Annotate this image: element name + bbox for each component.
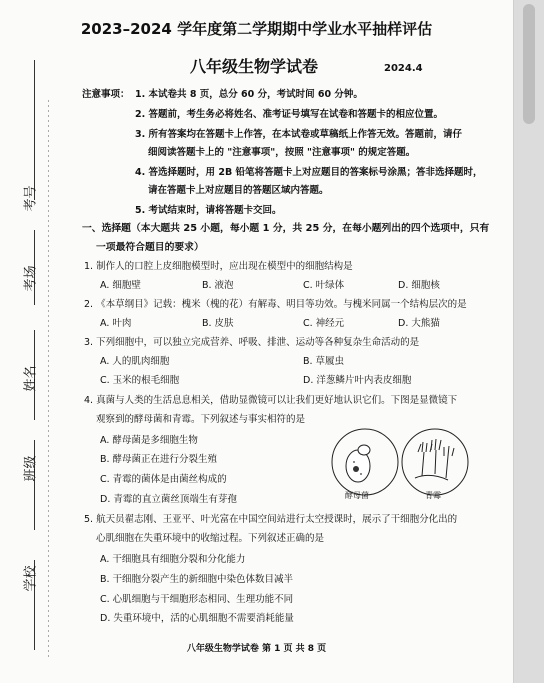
microscope-figure [330, 428, 470, 500]
side-blank-line-banji [34, 440, 35, 530]
question-4-option-b: B. 酵母菌正在进行分裂生殖 [100, 454, 218, 465]
question-2-option-a: A. 叶肉 [100, 318, 132, 329]
yeast-illustration [332, 429, 398, 495]
section-heading-cont: 一项最符合题目的要求） [96, 242, 204, 253]
side-label-xuexiao: 学校 [23, 565, 39, 592]
question-2-stem: 2. 《本草纲目》记载：槐米（槐的花）有解毒、明目等功效。与槐米同属一个结构层次的是 [84, 299, 467, 310]
notes-item: 5. 考试结束时，请将答题卡交回。 [135, 205, 282, 216]
question-4-option-a: A. 酵母菌是多细胞生物 [100, 435, 198, 446]
notes-label: 注意事项： [82, 89, 130, 100]
section-heading: 一、选择题（本大题共 25 小题，每小题 1 分，共 25 分，在每小题列出的四个选项中，只有 [82, 223, 490, 234]
notes-item: 请在答题卡上对应题目的答题区域内答题。 [148, 185, 329, 196]
side-label-banji: 班级 [23, 455, 39, 482]
binding-dashed-line [48, 100, 49, 660]
question-5-stem: 5. 航天员翟志刚、王亚平、叶光富在中国空间站进行太空授课时，展示了干细胞分化出的 [84, 514, 458, 525]
notes-item: 3. 所有答案均在答题卡上作答，在本试卷或草稿纸上作答无效。答题前，请仔 [135, 129, 463, 140]
side-blank-line-kaohao [34, 60, 35, 200]
scrollbar-thumb[interactable] [523, 4, 535, 124]
page-footer: 八年级生物学试卷 第 1 页 共 8 页 [186, 644, 327, 654]
figure-label-penicillium: 青霉 [425, 491, 441, 500]
question-2-option-d: D. 大熊猫 [398, 318, 440, 329]
exam-subtitle: 八年级生物学试卷 [190, 57, 319, 76]
exam-date: 2024.4 [384, 63, 423, 74]
question-5-option-d: D. 失重环境中，活的心肌细胞不需要消耗能量 [100, 613, 294, 624]
question-2-option-c: C. 神经元 [303, 318, 345, 329]
question-1-option-b: B. 液泡 [202, 280, 234, 291]
exam-title: 2023–2024 学年度第二学期期中学业水平抽样评估 [80, 20, 433, 38]
question-3-option-c: C. 玉米的根毛细胞 [100, 375, 180, 386]
question-1-option-d: D. 细胞核 [398, 280, 440, 291]
side-label-kaochang: 考场 [23, 265, 39, 292]
question-2-option-b: B. 皮肤 [202, 318, 234, 329]
question-4-option-c: C. 青霉的菌体是由菌丝构成的 [100, 474, 227, 485]
question-1-option-a: A. 细胞壁 [100, 280, 141, 291]
question-1-option-c: C. 叶绿体 [303, 280, 345, 291]
question-1-stem: 1. 制作人的口腔上皮细胞模型时，应出现在模型中的细胞结构是 [84, 261, 353, 272]
side-label-xingming: 姓名 [23, 365, 39, 392]
question-3-option-d: D. 洋葱鳞片叶内表皮细胞 [303, 375, 412, 386]
penicillium-illustration [402, 429, 468, 495]
question-4-stem-cont: 观察到的酵母菌和青霉。下列叙述与事实相符的是 [96, 414, 306, 425]
question-3-stem: 3. 下列细胞中，可以独立完成营养、呼吸、排泄、运动等各种复杂生命活动的是 [84, 337, 420, 348]
notes-item: 细阅读答题卡上的 "注意事项"，按照 "注意事项" 的规定答题。 [148, 147, 416, 158]
figure-label-yeast: 酵母菌 [345, 491, 369, 500]
question-5-stem-cont: 心肌细胞在失重环境中的收缩过程。下列叙述正确的是 [96, 533, 325, 544]
question-3-option-a: A. 人的肌肉细胞 [100, 356, 170, 367]
notes-item: 1. 本试卷共 8 页，总分 60 分，考试时间 60 分钟。 [135, 89, 363, 100]
side-label-kaohao: 考号 [23, 185, 39, 212]
notes-item: 4. 答选择题时，用 2B 铅笔将答题卡上对应题目的答案标号涂黑；答非选择题时， [135, 167, 483, 178]
vertical-scrollbar[interactable] [513, 0, 544, 683]
question-4-option-d: D. 青霉的直立菌丝顶端生有芽孢 [100, 494, 237, 505]
question-5-option-a: A. 干细胞具有细胞分裂和分化能力 [100, 554, 246, 565]
notes-item: 2. 答题前，考生务必将姓名、准考证号填写在试卷和答题卡的相应位置。 [135, 109, 444, 120]
question-4-stem: 4. 真菌与人类的生活息息相关，借助显微镜可以让我们更好地认识它们。下图是显微镜下 [84, 395, 458, 406]
question-3-option-b: B. 草履虫 [303, 356, 345, 367]
question-5-option-b: B. 干细胞分裂产生的新细胞中染色体数目减半 [100, 574, 294, 585]
question-5-option-c: C. 心肌细胞与干细胞形态相同、生理功能不同 [100, 594, 294, 605]
